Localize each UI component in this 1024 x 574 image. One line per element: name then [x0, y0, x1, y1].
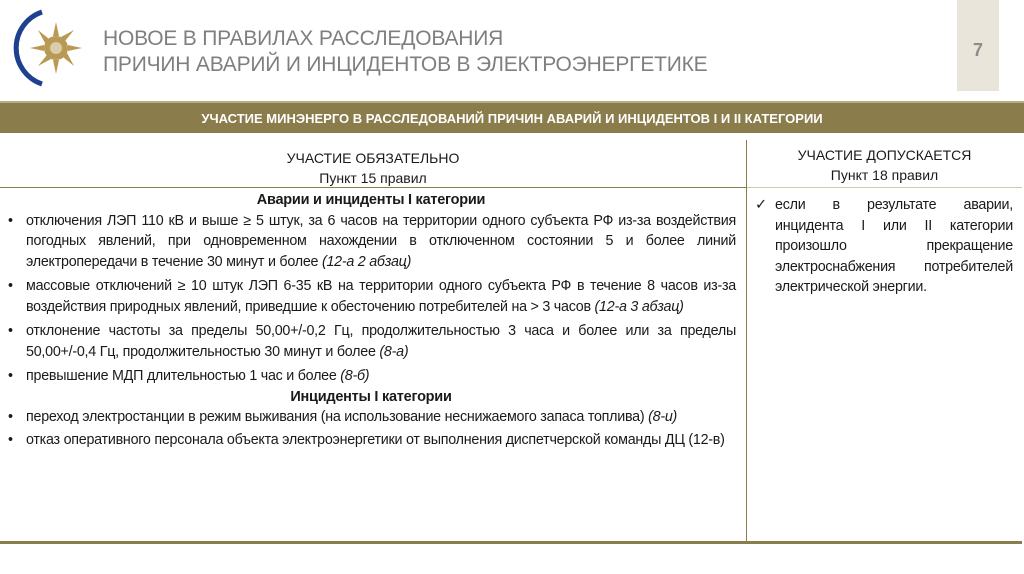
- header-subtitle: Пункт 15 правил: [319, 170, 427, 186]
- item-ref: (8-и): [648, 409, 678, 425]
- page-number: 7: [957, 0, 999, 91]
- section-banner: УЧАСТИЕ МИНЭНЕРГО В РАССЛЕДОВАНИЙ ПРИЧИН АВАРИЙ И ИНЦИДЕНТОВ I И II КАТЕГОРИИ: [0, 101, 1024, 133]
- item-text: массовые отключений ≥ 10 штук ЛЭП 6-35 кВ на территории одного субъекта РФ в течение 8 часов из-за воздействия природных явлений, приведшие к обесточению потребителей на > 3 часов: [26, 278, 736, 315]
- list-item: [6, 430, 736, 451]
- list-item: [6, 407, 736, 428]
- list-item: [6, 366, 736, 387]
- item-text: отключения ЛЭП 110 кВ и выше ≥ 5 штук, за 6 часов на территории одного субъекта РФ из-за воздействия погодных явлений, при одновременном нахождении в отключенном состоянии 5 и более линий электропередачи в течение 30 минут и более: [26, 212, 736, 270]
- header-title: УЧАСТИЕ ОБЯЗАТЕЛЬНО: [286, 150, 460, 166]
- item-text: превышение МДП длительностью 1 час и более: [26, 368, 341, 384]
- accidents-list: [6, 211, 736, 387]
- header-divider-right: [747, 187, 1022, 188]
- item-ref: (8-а): [379, 343, 409, 360]
- column-divider: [746, 140, 747, 541]
- slide-title: [103, 26, 708, 78]
- section-heading-accidents: Аварии и инциденты I категории: [256, 192, 486, 208]
- participation-table: [0, 140, 1022, 544]
- company-logo: [12, 8, 92, 88]
- list-item: [6, 276, 736, 317]
- title-line-1: НОВОЕ В ПРАВИЛАХ РАССЛЕДОВАНИЯ: [103, 27, 504, 50]
- column-header-allowed: [747, 145, 1022, 185]
- incidents-list: [6, 407, 736, 450]
- item-text: переход электростанции в режим выживания (на использование неснижаемого запаса топлива): [26, 409, 649, 425]
- title-line-2: ПРИЧИН АВАРИЙ И ИНЦИДЕНТОВ В ЭЛЕКТРОЭНЕРГЕТИКЕ: [103, 53, 708, 76]
- mandatory-column: [6, 190, 736, 454]
- column-header-mandatory: [0, 148, 746, 188]
- item-text: отказ оперативного персонала объекта электроэнергетики от выполнения диспетчерской команды ДЦ (12-в): [26, 431, 725, 448]
- allowed-column: [755, 195, 1013, 298]
- list-item: [6, 321, 736, 362]
- list-item: [755, 195, 1013, 298]
- item-ref: (8-б): [340, 368, 370, 384]
- checkmark-icon: ✓: [755, 197, 767, 213]
- item-text: отклонение частоты за пределы 50,00+/-0,2 Гц, продолжительностью 3 часа и более или за пределы 50,00+/-0,4 Гц, продолжительностью 30 минут и более: [26, 323, 736, 360]
- header-subtitle: Пункт 18 правил: [830, 167, 939, 183]
- item-text: если в результате аварии, инцидента I или II категории произошло прекращение электроснабжения потребителей электрической энергии.: [775, 197, 1013, 295]
- list-item: [6, 211, 736, 273]
- section-heading-incidents: Инциденты I категории: [290, 388, 452, 405]
- item-ref: (12-а 3 абзац): [594, 298, 684, 315]
- item-ref: (12-а 2 абзац): [321, 253, 412, 270]
- header-title: УЧАСТИЕ ДОПУСКАЕТСЯ: [797, 147, 972, 163]
